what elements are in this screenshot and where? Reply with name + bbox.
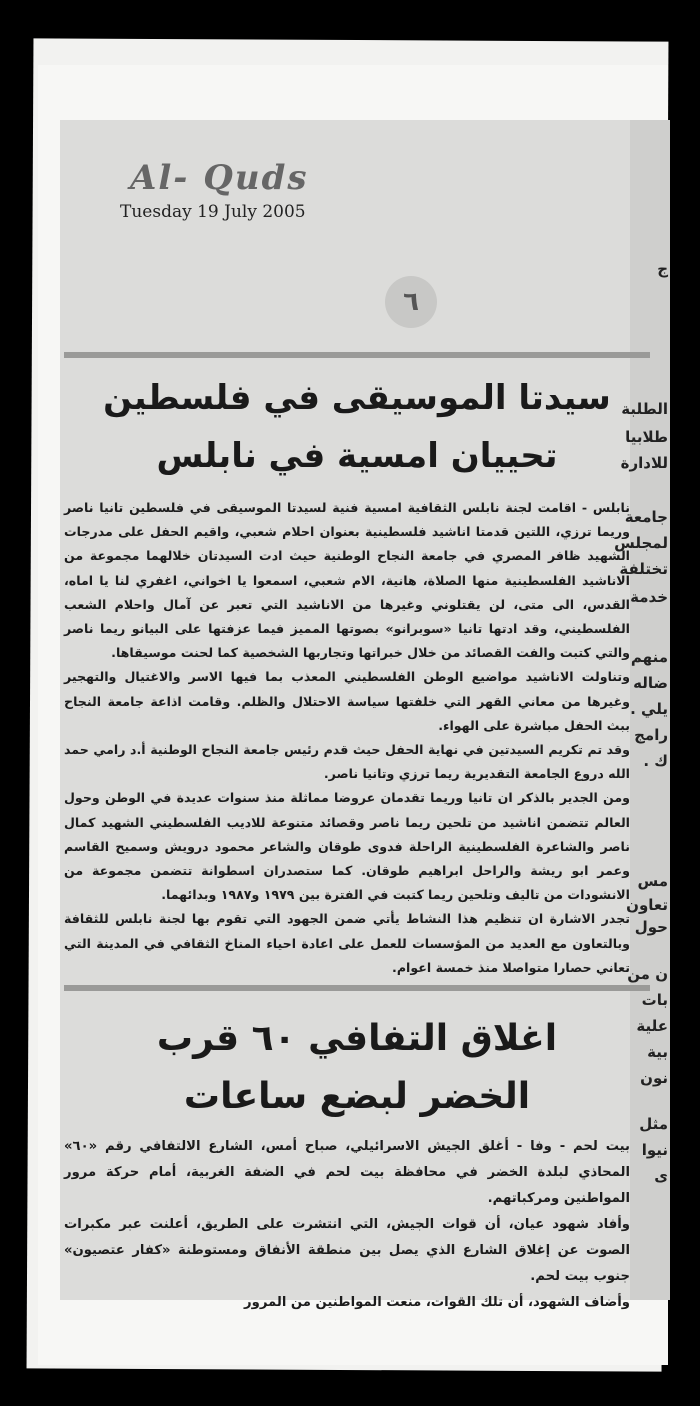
side-column-fragment: بية <box>647 1043 668 1061</box>
side-column-fragment: ضاله <box>633 674 668 692</box>
side-column-fragment: نيوا <box>641 1141 668 1159</box>
article1-paragraph: تجدر الاشارة ان تنظيم هذا النشاط يأتي ضمن الجهود التي تقوم بها لجنة نابلس للثقافة وبالتعاون مع العديد من المؤسسات للعمل على اعادة احياء المناخ الثقافي في المدينة التي تعاني حصارا متواصلا منذ خمسة اعوام. <box>64 911 630 975</box>
masthead <box>70 150 330 220</box>
side-column-fragment: للادارة <box>620 454 668 472</box>
side-column-fragment: مس <box>637 872 668 890</box>
side-column-fragment: يلي . <box>630 700 668 718</box>
side-column-fragment: الطلبة <box>621 400 668 418</box>
newspaper-logo: Al- Quds <box>130 158 309 198</box>
side-column-fragment: جامعة <box>624 508 668 526</box>
side-column-fragment: ى <box>654 1167 668 1185</box>
article1-paragraph: نابلس - اقامت لجنة نابلس الثقافية امسية فنية لسيدتا الموسيقى في فلسطين تانيا ناصر وريما ترزي، اللتين قدمتا اناشيد فلسطينية بعنوان احلام شعبي، واقيم الحفل على مدرجات الشهيد ظافر المصري في جامعة النجاح الوطنية حيث ادت السيدتان خلالهما مجموعة من الاناشيد الفلسطينية منها الصلاة، هانية، الام شعبي، اسمعوا يا اخواني، اغفري لنا يا اماه، القدس، الى متى، لن يقتلوني وغيرها من الاناشيد التي تعبر عن آمال واحلام الشعب الفلسطيني، وقد ادتها تانيا «سوبرانو» بصوتها المميز فيما عزفتها على البيانو ريما ناصر والتي كتبت والفت القصائد من خلال خبراتها وتجاربها الشخصية كما لحنت موسيقاها. <box>64 500 630 661</box>
side-column-fragment: ك . <box>643 752 668 770</box>
adjacent-column-fragment <box>614 120 670 1300</box>
side-column-fragment: ج <box>657 260 668 278</box>
article-divider <box>64 985 650 991</box>
side-column-fragment: طلابيا <box>625 428 668 446</box>
side-column-fragment: علية <box>636 1017 668 1035</box>
side-column-fragment: تختلفة <box>619 560 668 578</box>
article2-body <box>64 1134 630 1316</box>
side-column-fragment: تعاون <box>626 896 668 914</box>
article2-paragraph: وأفاد شهود عيان، أن قوات الجيش، التي انتشرت على الطريق، أعلنت عبر مكبرات الصوت عن إغلاق الشارع الذي يصل بين منطقة الأنفاق ومستوطنة «كفار عتصيون» جنوب بيت لحم. <box>64 1217 630 1284</box>
article1-paragraph: وتناولت الاناشيد مواضيع الوطن الفلسطيني المعذب بما فيها الاسر والاغتيال والتهجير وغيرها من معاني القهر التي خلفتها سياسة الاحتلال والظلم. وقامت اذاعة جامعة النجاح ببث الحفل مباشرة على الهواء. <box>64 669 630 733</box>
side-column-fragment: لمجلس <box>614 534 668 552</box>
article1-headline-line1: سيدتا الموسيقى في فلسطين <box>103 378 611 418</box>
side-column-fragment: خدمة <box>630 588 668 606</box>
article1-body <box>64 496 630 980</box>
article1-paragraph: ومن الجدير بالذكر ان تانيا وريما تقدمان عروضا مماثلة منذ سنوات عديدة في الوطن وحول العالم تتضمن اناشيد من تلحين ريما ناصر وقصائد متنوعة للاديب الفلسطيني الشهيد كمال ناصر والشاعرة الفلسطينية الراحلة فدوى طوقان والشاعر محمود درويش وسميح القاسم وعمر ابو ريشة والراحل ابراهيم طوقان. كما ستصدران اسطوانة تتضمن مجموعة من الانشودات من تاليف وتلحين ريما كتبت في الفترة بين ١٩٧٩ و١٩٨٧ وبدائهما. <box>64 790 630 903</box>
article2-headline-line2: الخضر لبضع ساعات <box>183 1076 531 1117</box>
top-divider <box>64 352 650 358</box>
article2-headline-line1: اغلاق التفافي ٦٠ قرب <box>156 1018 558 1059</box>
side-column-fragment: منهم <box>630 648 668 666</box>
side-column-fragment: بات <box>641 991 668 1009</box>
side-column-fragment: مثل <box>639 1115 668 1133</box>
side-column-fragment: رامج <box>634 726 668 744</box>
article2-paragraph: وأضاف الشهود، أن تلك القوات، منعت المواطنين من المرور <box>244 1295 630 1310</box>
article2-paragraph: بيت لحم - وفا - أغلق الجيش الاسرائيلي، صباح أمس، الشارع الالتفافي رقم «٦٠» المحاذي لبلدة الخضر في محافظة بيت لحم في الضفة الغربية، أمام حركة مرور المواطنين ومركباتهم. <box>64 1139 630 1206</box>
page-number: ٦ <box>385 276 437 328</box>
article1-headline-line2: تحييان امسية في نابلس <box>156 436 558 476</box>
side-column-fragment: حول <box>634 918 668 936</box>
side-column-fragment: ن من <box>627 965 668 983</box>
issue-date: Tuesday 19 July 2005 <box>120 202 306 222</box>
side-column-fragment: نون <box>640 1069 668 1087</box>
article1-paragraph: وقد تم تكريم السيدتين في نهاية الحفل حيث قدم رئيس جامعة النجاح الوطنية أ.د رامي حمد الله دروع الجامعة التقديرية ريما ترزي وتانيا ناصر. <box>64 742 630 782</box>
